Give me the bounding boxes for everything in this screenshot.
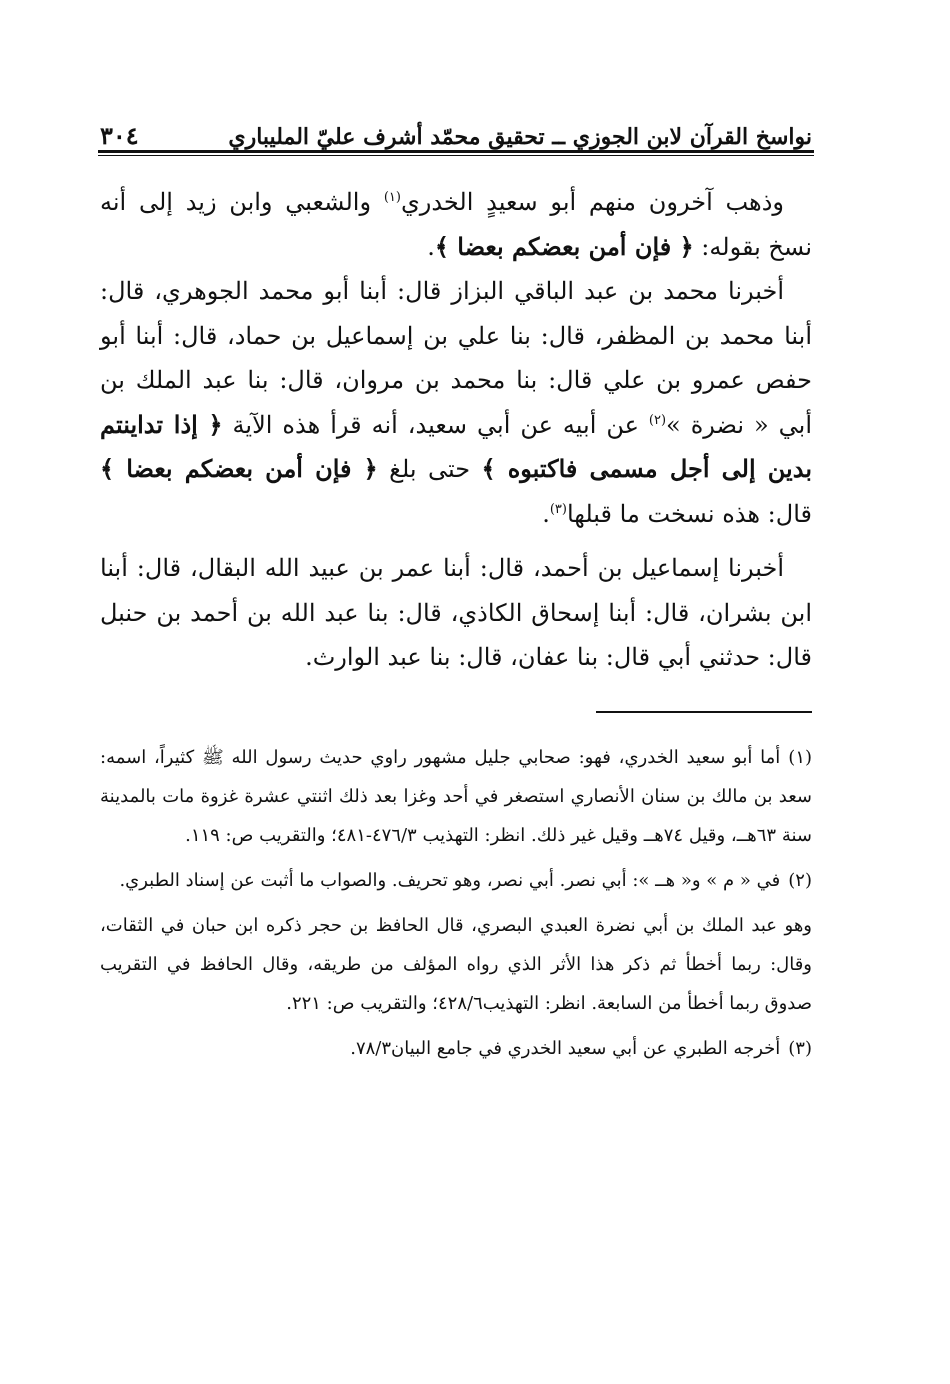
main-text [100,180,812,680]
footnote-number: (٢) [788,870,812,891]
p2-text-c: حتى بلغ [377,455,482,483]
paragraph-3: أخبرنا إسماعيل بن أحمد، قال: أبنا عمر بن عبيد الله البقال، قال: أبنا ابن بشران، قال: أبنا إسحاق الكاذي، قال: بنا عبد الله بن أحمد بن حنبل قال: حدثني أبي قال: بنا عفان، قال: بنا عبد الوارث. [100,554,812,671]
footnote-ref-2: (٢) [648,412,667,428]
quran-quote: ﴿ إذا تداينتم بدين إلى أجل مسمى فاكتبوه ﴾ [100,409,812,483]
p1-text-a: وذهب آخرون منهم أبو سعيدٍ الخدري [400,188,784,216]
p2-text-d: قال: هذه نسخت ما قبلها [566,499,812,528]
footnote-text: أخرجه الطبري عن أبي سعيد الخدري في جامع البيان٧٨/٣. [350,1038,781,1059]
p2-text-a: أخبرنا محمد بن عبد الباقي البزاز قال: أبنا أبو محمد الجوهري، قال: أبنا محمد بن المظفر، قال: بنا علي بن إسماعيل بن حماد، قال: أبنا أبو حفص عمرو بن علي قال: بنا محمد بن مروان، قال: بنا عبد الملك بن أبي « نضرة » [100,277,812,439]
footnotes [100,738,812,1074]
header-rule [98,150,814,153]
p1-end: . [427,232,435,261]
quran-quote: ﴿ فإن أمن بعضكم بعضا ﴾ [100,454,378,483]
footnote-1 [100,738,812,855]
footnote-text: أما أبو سعيد الخدري، فهو: صحابي جليل مشهور راوي حديث رسول الله ﷺ كثيراً، اسمه: سعد بن مالك بن سنان الأنصاري استصغر في أحد وغزا بعد ذلك اثنتي عشرة غزوة مات بالمدينة سنة ٦٣هــ، وقيل ٧٤هــ وقيل غير ذلك. انظر: التهذيب ٤٧٦/٣-٤٨١؛ والتقريب ص: ١١٩. [100,747,812,846]
p1-text-b: والشعبي وابن زيد إلى أنه نسخ بقوله: [100,188,812,261]
footnote-separator [596,711,812,713]
page-number: ٣٠٤ [100,121,139,150]
page-header [100,112,812,150]
footnote-text: في « م » و« هــ »: أبي نصر. أبي نصر، وهو تحريف. والصواب ما أثبت عن إسناد الطبري. [119,870,781,891]
running-title: نواسخ القرآن لابن الجوزي ــ تحقيق محمّد أشرف عليّ المليباري [228,124,812,150]
footnote-number: (٣) [788,1038,812,1059]
header-rule-thin [98,155,814,156]
footnote-ref-3: (٣) [549,501,567,517]
paragraph-2 [100,269,812,536]
p2-end: . [542,499,550,528]
footnote-2 [100,861,812,900]
paragraph-1 [100,180,812,269]
footnote-ref-1: (١) [383,190,401,205]
footnote-number: (١) [788,747,813,768]
footnote-2-continuation: وهو عبد الملك بن أبي نضرة العبدي البصري، قال الحافظ بن حجر ذكره ابن حبان في الثقات، وقال: ربما أخطأ ثم ذكر هذا الأثر الذي رواه المؤلف من طريقه، وقال الحافظ في التقريب صدوق ربما أخطأ من السابعة. انظر: التهذيب٤٢٨/٦؛ والتقريب ص: ٢٢١. [100,915,812,1014]
footnote-3 [100,1029,812,1068]
p2-text-b: عن أبيه عن أبي سعيد، أنه قرأ هذه الآية [222,410,649,439]
quran-quote: ﴿ فإن أمن بعضكم بعضا ﴾ [434,231,694,261]
